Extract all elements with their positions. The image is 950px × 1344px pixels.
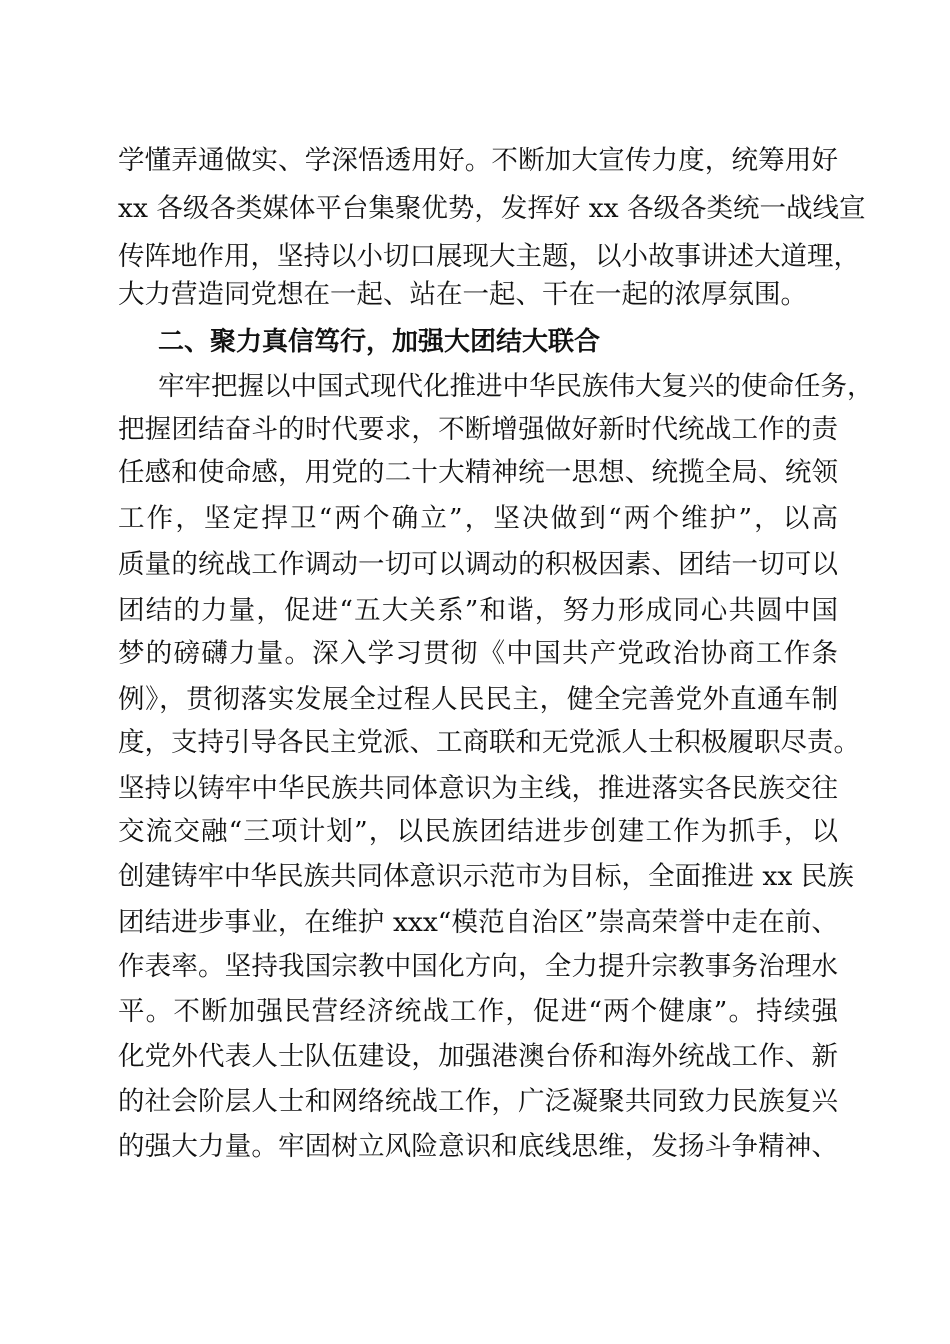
paragraph-line: 质量的统战工作调动一切可以调动的积极因素、团结一切可以: [118, 549, 838, 580]
paragraph-line: 团结进步事业，在维护 xxx“模范自治区”崇高荣誉中走在前、: [118, 907, 838, 938]
paragraph-line: 化党外代表人士队伍建设，加强港澳台侨和海外统战工作、新: [118, 1041, 838, 1072]
section-heading: 二、聚力真信笃行，加强大团结大联合: [158, 327, 601, 357]
paragraph-line: 大力营造同党想在一起、站在一起、干在一起的浓厚氛围。: [118, 279, 807, 310]
paragraph-line: 平。不断加强民营经济统战工作，促进“两个健康”。持续强: [118, 996, 838, 1027]
paragraph-line: xx 各级各类媒体平台集聚优势，发挥好 xx 各级各类统一战线宣: [118, 193, 866, 224]
paragraph-line: 梦的磅礴力量。深入学习贯彻《中国共产党政治协商工作条: [118, 638, 838, 669]
paragraph-line: 的强大力量。牢固树立风险意识和底线思维，发扬斗争精神、: [118, 1131, 838, 1162]
paragraph-line: 的社会阶层人士和网络统战工作，广泛凝聚共同致力民族复兴: [118, 1086, 838, 1117]
paragraph-line: 作表率。坚持我国宗教中国化方向，全力提升宗教事务治理水: [118, 951, 838, 982]
paragraph-line: 牢牢把握以中国式现代化推进中华民族伟大复兴的使命任务，: [158, 371, 874, 402]
paragraph-line: 例》，贯彻落实发展全过程人民民主，健全完善党外直通车制: [118, 684, 838, 715]
paragraph-line: 任感和使命感，用党的二十大精神统一思想、统揽全局、统领: [118, 457, 838, 488]
paragraph-line: 团结的力量，促进“五大关系”和谐，努力形成同心共圆中国: [118, 595, 838, 626]
paragraph-line: 学懂弄通做实、学深悟透用好。不断加大宣传力度，统筹用好: [118, 145, 838, 176]
paragraph-line: 交流交融“三项计划”，以民族团结进步创建工作为抓手，以: [118, 816, 838, 847]
paragraph-line: 度，支持引导各民主党派、工商联和无党派人士积极履职尽责。: [118, 727, 860, 758]
paragraph-line: 把握团结奋斗的时代要求，不断增强做好新时代统战工作的责: [118, 414, 838, 445]
paragraph-line: 创建铸牢中华民族共同体意识示范市为目标，全面推进 xx 民族: [118, 861, 854, 892]
paragraph-line: 工作，坚定捍卫“两个确立”，坚决做到“两个维护”，以高: [118, 503, 838, 534]
paragraph-line: 坚持以铸牢中华民族共同体意识为主线，推进落实各民族交往: [118, 773, 838, 804]
paragraph-line: 传阵地作用，坚持以小切口展现大主题，以小故事讲述大道理，: [118, 241, 860, 272]
